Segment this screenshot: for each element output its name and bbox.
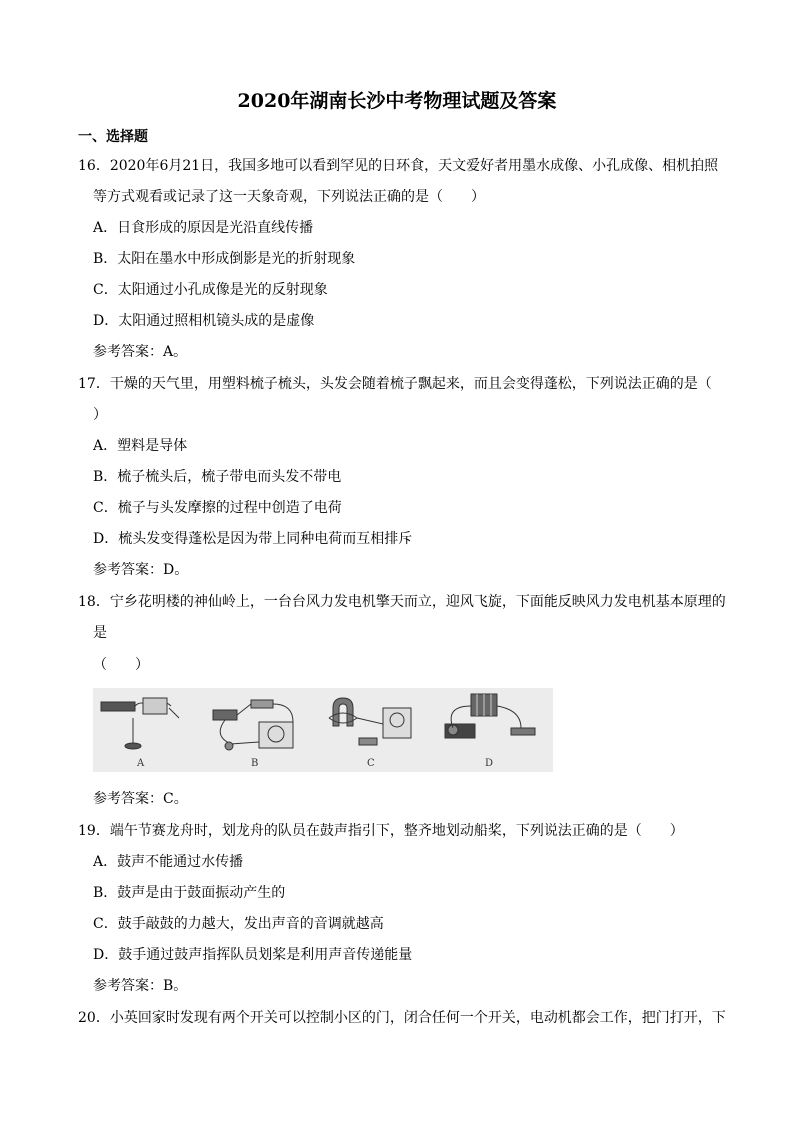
figure-b-circuit-meter (213, 700, 293, 750)
q16-stem-line2: 等方式观看或记录了这一天象奇观，下列说法正确的是（ ） (93, 189, 485, 205)
q16-option-a: A．日食形成的原因是光沿直线传播 (93, 220, 314, 236)
q18-stem-line1: 18．宁乡花明楼的神仙岭上，一台台风力发电机擎天而立，迎风飞旋，下面能反映风力发电机基本原理的 (78, 594, 726, 610)
q17-option-c: C．梳子与头发摩擦的过程中创造了电荷 (93, 500, 342, 516)
q19-option-d: D．鼓手通过鼓声指挥队员划桨是利用声音传递能量 (93, 947, 413, 963)
q17-stem-line1: 17．干燥的天气里，用塑料梳子梳头，头发会随着梳子飘起来，而且会变得蓬松，下列说法正确的是（ (78, 376, 712, 392)
figure-a-coil-magnet (101, 698, 179, 749)
figure-label-d: D (485, 758, 494, 769)
q16-stem-line1: 16．2020年6月21日，我国多地可以看到罕见的日环食，天文爱好者用墨水成像、小孔成像、相机拍照 (78, 158, 719, 174)
q18-answer: 参考答案：C。 (93, 791, 188, 807)
document-title: 2020年湖南长沙中考物理试题及答案 (237, 90, 557, 112)
section-heading: 一、选择题 (78, 129, 148, 145)
q17-stem-line2: ） (93, 407, 107, 423)
q18-stem-line2: 是 (93, 625, 107, 641)
q16-answer: 参考答案：A。 (93, 344, 188, 360)
q18-figure-options (93, 688, 553, 772)
q18-figure-svg (93, 688, 553, 772)
figure-label-c: C (367, 758, 375, 769)
q16-option-c: C．太阳通过小孔成像是光的反射现象 (93, 282, 328, 298)
q20-stem-line1: 20．小英回家时发现有两个开关可以控制小区的门，闭合任何一个开关，电动机都会工作，把门打开，下 (78, 1010, 726, 1026)
q19-stem-line1: 19．端午节赛龙舟时，划龙舟的队员在鼓声指引下，整齐地划动船桨，下列说法正确的是（ ） (78, 823, 684, 839)
q16-option-b: B．太阳在墨水中形成倒影是光的折射现象 (93, 251, 356, 267)
q19-answer: 参考答案：B。 (93, 978, 188, 994)
figure-c-generator-meter (329, 698, 411, 745)
q17-option-a: A．塑料是导体 (93, 438, 188, 454)
q16-option-d: D．太阳通过照相机镜头成的是虚像 (93, 313, 315, 329)
figure-d-battery-motor (445, 694, 535, 738)
q17-answer: 参考答案：D。 (93, 562, 189, 578)
q19-option-c: C．鼓手敲鼓的力越大，发出声音的音调就越高 (93, 916, 384, 932)
q19-option-b: B．鼓声是由于鼓面振动产生的 (93, 885, 286, 901)
figure-label-b: B (251, 758, 259, 769)
q17-option-b: B．梳子梳头后，梳子带电而头发不带电 (93, 469, 342, 485)
q18-stem-line3: （ ） (93, 657, 149, 673)
q19-option-a: A．鼓声不能通过水传播 (93, 854, 244, 870)
figure-label-a: A (137, 758, 145, 769)
q17-option-d: D．梳头发变得蓬松是因为带上同种电荷而互相排斥 (93, 531, 413, 547)
